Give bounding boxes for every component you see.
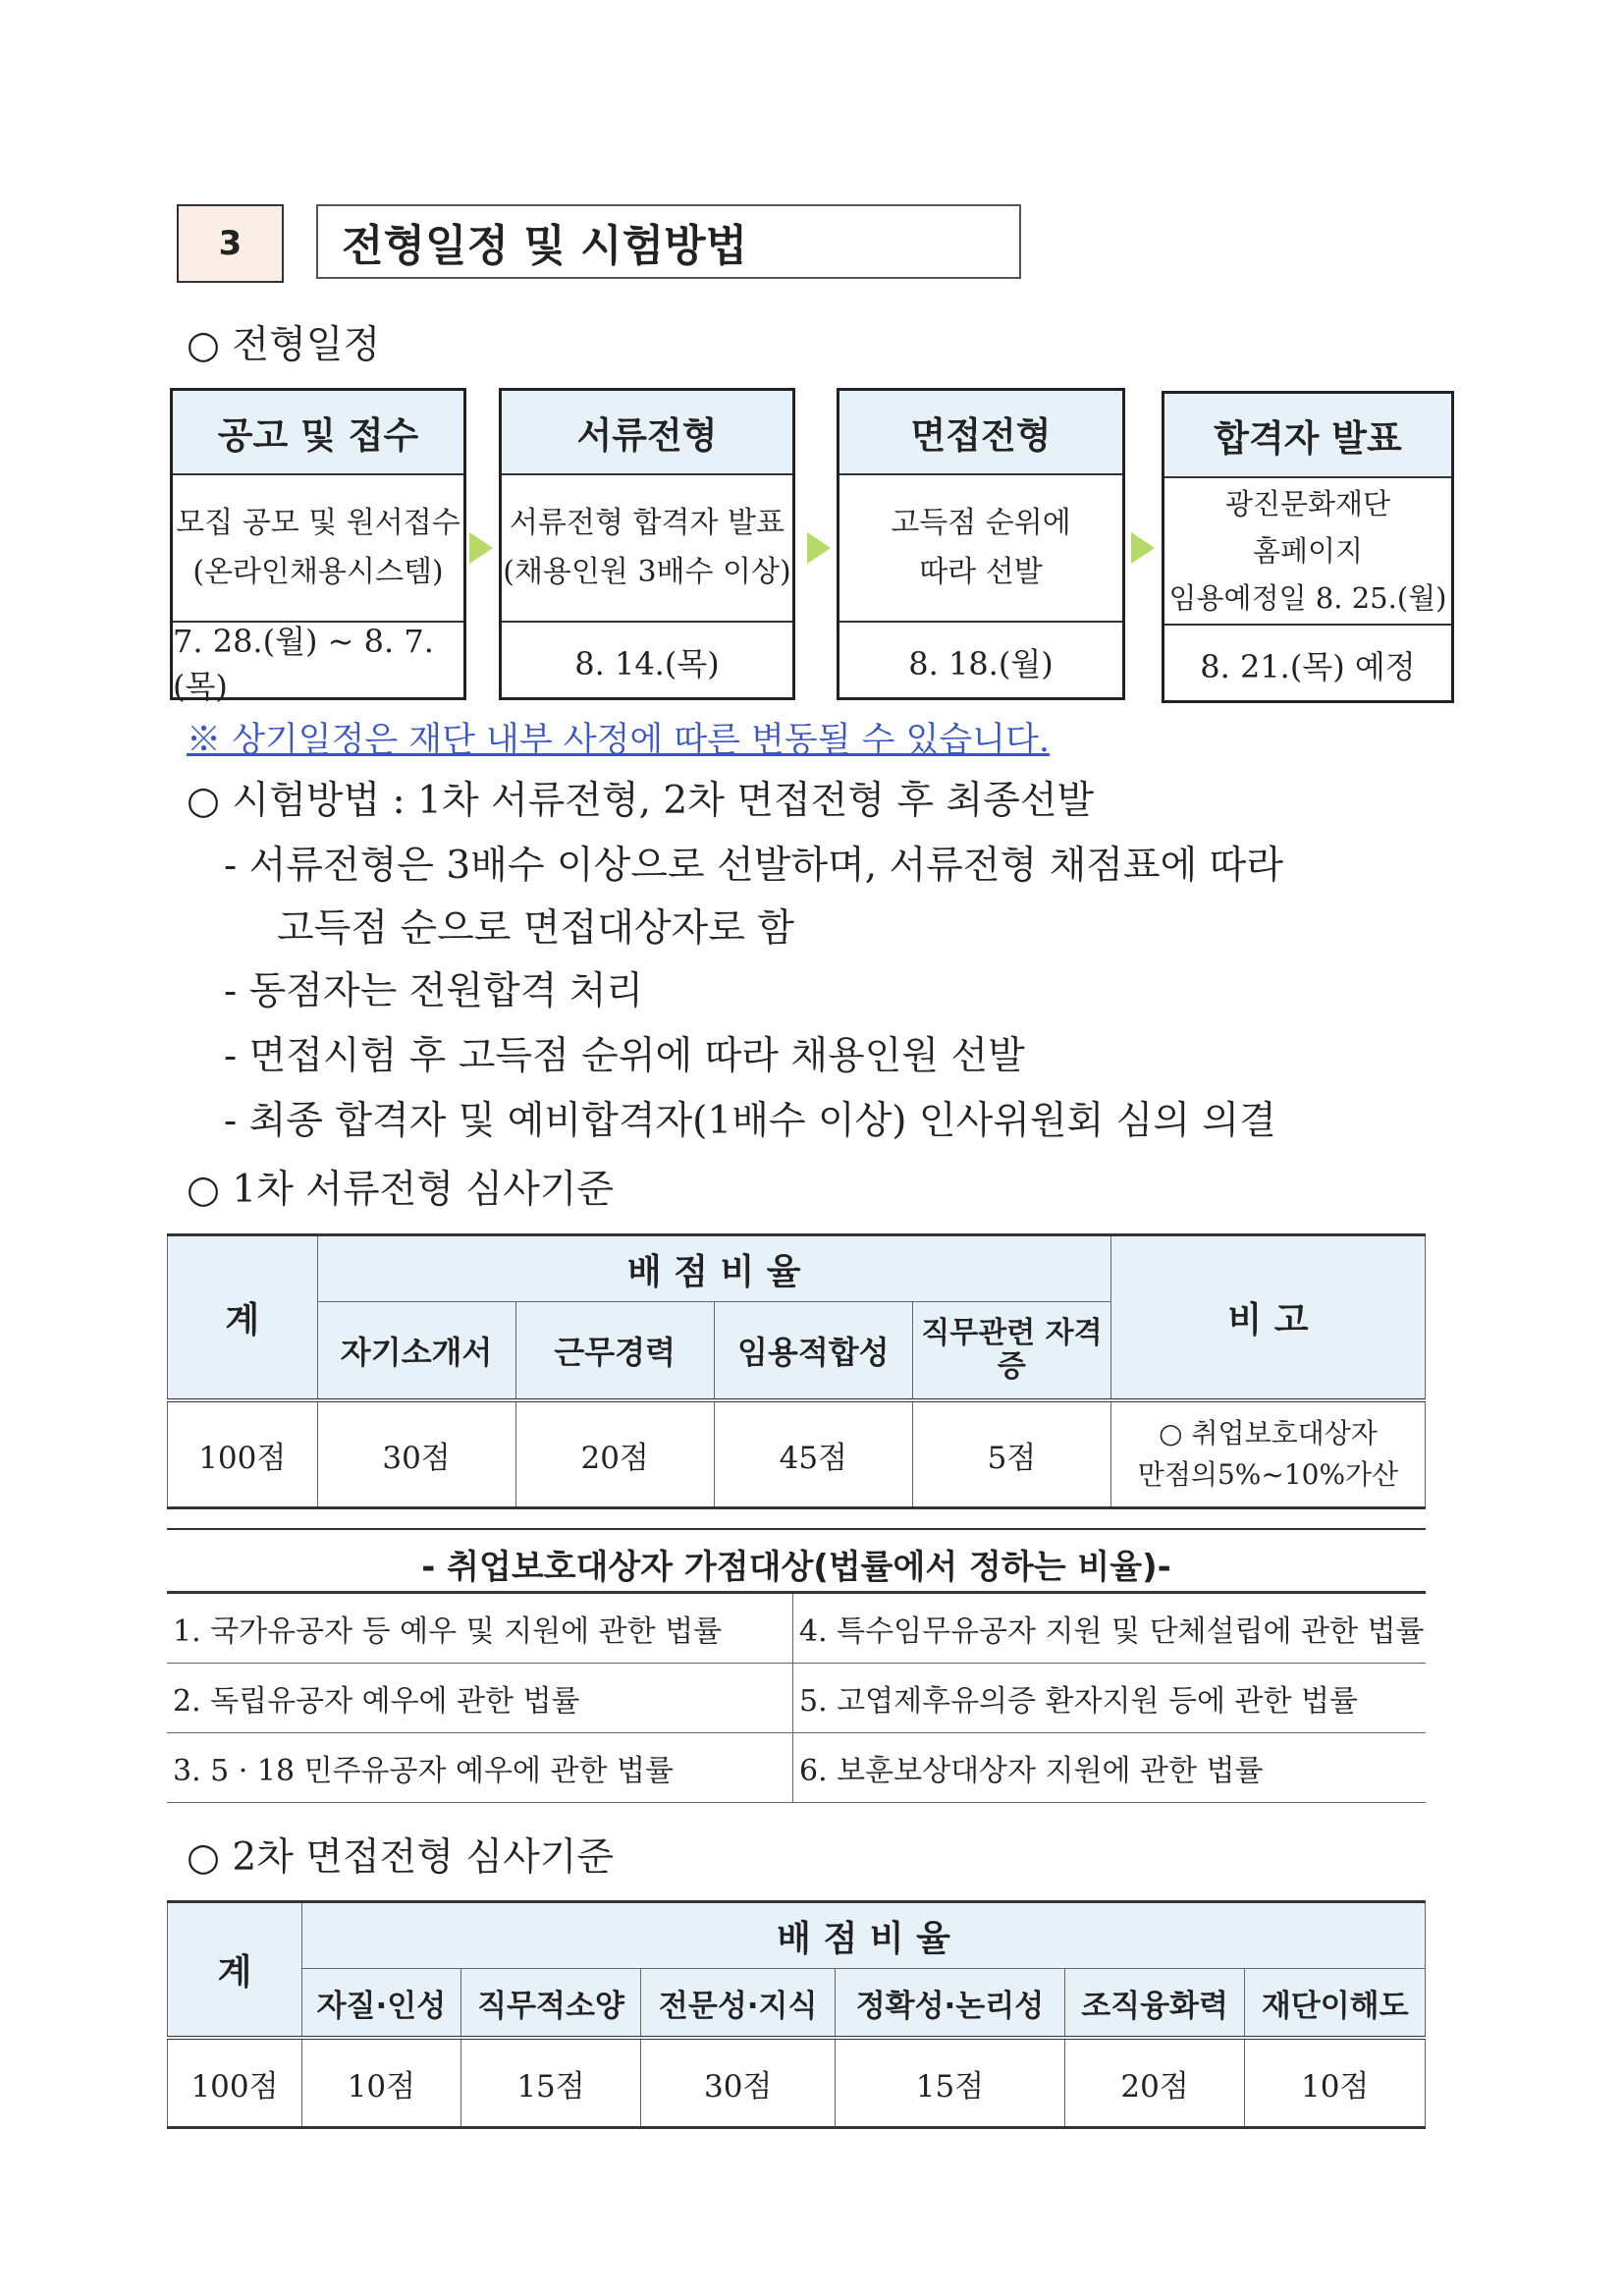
method-heading: ○ 시험방법 : 1차 서류전형, 2차 면접전형 후 최종선발 <box>187 779 1095 823</box>
col-header: 근무경력 <box>515 1302 714 1401</box>
step-3-title: 면접전형 <box>839 391 1122 475</box>
law-item: 4. 특수임무유공자 지원 및 단체설립에 관한 법률 <box>793 1593 1427 1664</box>
law-item: 5. 고엽제후유의증 환자지원 등에 관한 법률 <box>793 1664 1427 1733</box>
total-value: 100점 <box>168 1400 318 1508</box>
total-value: 100점 <box>168 2038 302 2128</box>
step-3-date: 8. 18.(월) <box>908 645 1054 683</box>
score-value: 45점 <box>714 1400 912 1508</box>
interview-heading: ○ 2차 면접전형 심사기준 <box>187 1835 615 1880</box>
method-item-3: - 면접시험 후 고득점 순위에 따라 채용인원 선발 <box>224 1034 1025 1078</box>
note-line-1: ○ 취업보호대상자 <box>1159 1417 1378 1449</box>
total-header: 계 <box>168 1902 302 2039</box>
step-2-date: 8. 14.(목) <box>574 645 720 683</box>
step-3-line-1: 고득점 순위에 <box>891 506 1071 540</box>
arrow-right-icon <box>469 532 493 564</box>
method-item-4: - 최종 합격자 및 예비합격자(1배수 이상) 인사위원회 심의 의결 <box>224 1099 1276 1143</box>
doc-heading: ○ 1차 서류전형 심사기준 <box>187 1168 615 1212</box>
note-value <box>1110 1400 1425 1508</box>
score-value: 5점 <box>912 1400 1110 1508</box>
score-value: 15점 <box>836 2038 1065 2128</box>
step-4-line-2: 홈페이지 <box>1252 534 1364 568</box>
ratio-header: 배 점 비 율 <box>302 1902 1426 1969</box>
law-item: 6. 보훈보상대상자 지원에 관한 법률 <box>793 1733 1427 1803</box>
bonus-law-table <box>167 1591 1426 1803</box>
col-header: 정확성·논리성 <box>836 1969 1065 2039</box>
schedule-notice: ※ 상기일정은 재단 내부 사정에 따른 변동될 수 있습니다. <box>187 721 1050 760</box>
col-header: 임용적합성 <box>714 1302 912 1401</box>
section-number: 3 <box>177 204 284 283</box>
col-header: 전문성·지식 <box>641 1969 836 2039</box>
score-value: 20점 <box>1064 2038 1245 2128</box>
schedule-step-2 <box>499 388 795 700</box>
step-4-date: 8. 21.(목) 예정 <box>1200 648 1416 685</box>
step-1-line-1: 모집 공모 및 원서접수 <box>176 506 460 540</box>
col-header: 자질·인성 <box>302 1969 461 2039</box>
step-4-title: 합격자 발표 <box>1164 394 1451 478</box>
total-header: 계 <box>168 1235 318 1401</box>
method-item-1: - 서류전형은 3배수 이상으로 선발하며, 서류전형 채점표에 따라 <box>224 844 1284 888</box>
law-item: 3. 5 · 18 민주유공자 예우에 관한 법률 <box>167 1733 793 1803</box>
col-header: 직무적소양 <box>460 1969 641 2039</box>
col-header: 자기소개서 <box>317 1302 515 1401</box>
schedule-step-4 <box>1162 391 1454 703</box>
step-1-body <box>173 475 463 623</box>
col-header: 재단이해도 <box>1245 1969 1426 2039</box>
arrow-right-icon <box>807 532 831 564</box>
doc-criteria-table <box>167 1233 1426 1509</box>
score-value: 10점 <box>1245 2038 1426 2128</box>
arrow-right-icon <box>1131 532 1155 564</box>
method-item-2: - 동점자는 전원합격 처리 <box>224 969 644 1013</box>
step-2-line-1: 서류전형 합격자 발표 <box>510 506 784 540</box>
col-header: 직무관련 자격증 <box>912 1302 1110 1401</box>
interview-criteria-table <box>167 1900 1426 2129</box>
schedule-step-3 <box>837 388 1125 700</box>
step-1-title: 공고 및 접수 <box>173 391 463 475</box>
law-item: 1. 국가유공자 등 예우 및 지원에 관한 법률 <box>167 1593 793 1664</box>
step-3-body <box>839 475 1122 623</box>
schedule-heading: ○ 전형일정 <box>187 323 381 367</box>
step-3-line-2: 따라 선발 <box>919 555 1043 589</box>
law-item: 2. 독립유공자 예우에 관한 법률 <box>167 1664 793 1733</box>
score-value: 30점 <box>317 1400 515 1508</box>
schedule-step-1 <box>170 388 466 705</box>
note-line-2: 만점의5%~10%가산 <box>1137 1458 1399 1491</box>
step-2-title: 서류전형 <box>502 391 792 475</box>
bonus-title: - 취업보호대상자 가점대상(법률에서 정하는 비율)- <box>167 1528 1426 1588</box>
ratio-header: 배 점 비 율 <box>317 1235 1110 1302</box>
step-2-line-2: (채용인원 3배수 이상) <box>503 555 791 589</box>
step-4-line-1: 광진문화재단 <box>1224 487 1391 520</box>
col-header: 조직융화력 <box>1064 1969 1245 2039</box>
method-item-1-cont: 고득점 순으로 면접대상자로 함 <box>277 906 794 951</box>
step-1-date: 7. 28.(월) ~ 8. 7.(목) <box>173 623 434 705</box>
step-4-line-3: 임용예정일 8. 25.(월) <box>1168 581 1447 615</box>
step-1-line-2: (온라인채용시스템) <box>192 555 444 589</box>
score-value: 20점 <box>515 1400 714 1508</box>
score-value: 15점 <box>460 2038 641 2128</box>
note-header: 비 고 <box>1110 1235 1425 1401</box>
score-value: 10점 <box>302 2038 461 2128</box>
step-4-body <box>1164 478 1451 626</box>
step-2-body <box>502 475 792 623</box>
score-value: 30점 <box>641 2038 836 2128</box>
section-title: 전형일정 및 시험방법 <box>316 204 1021 279</box>
